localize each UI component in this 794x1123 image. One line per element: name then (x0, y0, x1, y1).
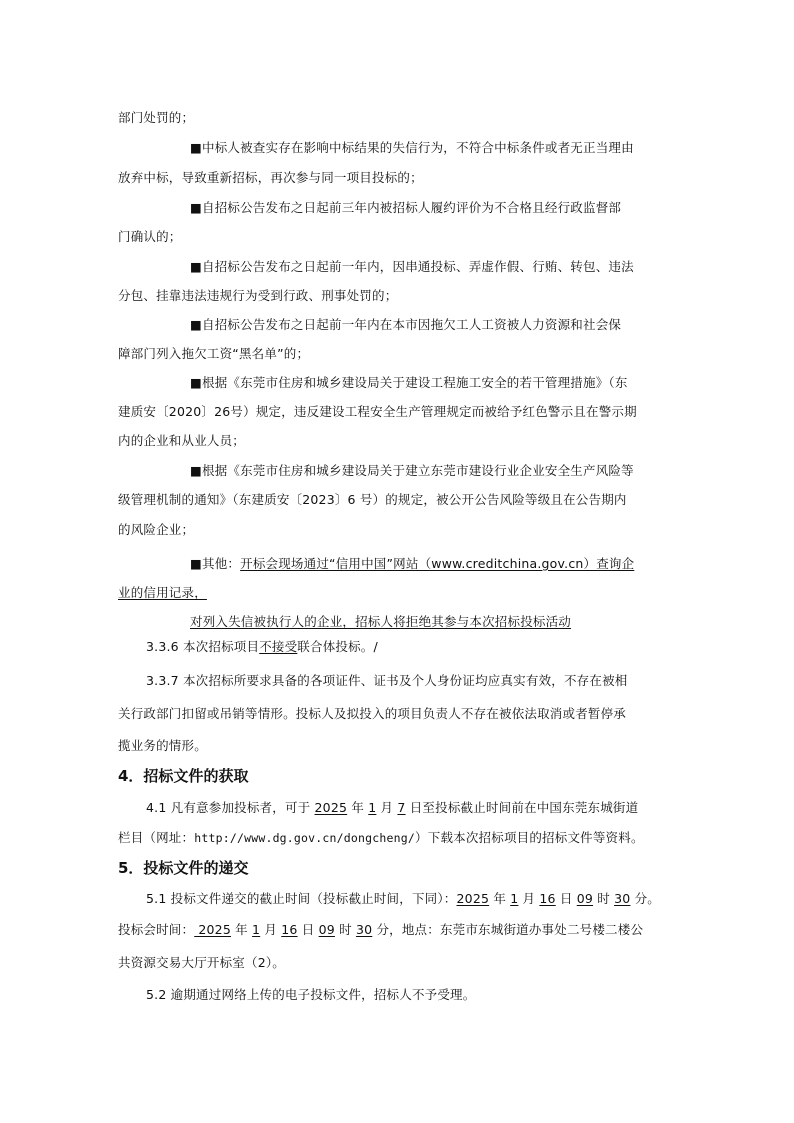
paragraph-line: 内的企业和从业人员； (118, 433, 246, 448)
paragraph-line: ■自招标公告发布之日起前一年内在本市因拖欠工人工资被人力资源和社会保 (190, 317, 622, 332)
paragraph-line: 3.3.6 本次招标项目不接受联合体投标。/ (146, 639, 378, 654)
paragraph-line: ■根据《东莞市住房和城乡建设局关于建立东莞市建设行业企业安全生产风险等 (190, 463, 634, 478)
paragraph-line: 障部门列入拖欠工资“黑名单”的； (118, 346, 310, 361)
paragraph-line: 揽业务的情形。 (118, 738, 207, 753)
paragraph-line: 共资源交易大厅开标室（2）。 (118, 955, 286, 970)
paragraph-line: ■根据《东莞市住房和城乡建设局关于建设工程施工安全的若干管理措施》（东 (190, 375, 628, 390)
paragraph-line: 分包、挂靠违法违规行为受到行政、刑事处罚的； (118, 288, 398, 303)
paragraph-line: 的风险企业； (118, 522, 195, 537)
paragraph-line: ■中标人被查实存在影响中标结果的失信行为，不符合中标条件或者无正当理由 (190, 140, 634, 155)
section-heading: 5．投标文件的递交 (118, 859, 249, 877)
paragraph-line: 5.2 逾期通过网络上传的电子投标文件，招标人不予受理。 (146, 987, 476, 1002)
paragraph-line: 业的信用记录， (118, 585, 207, 600)
paragraph-line: 5.1 投标文件递交的截止时间（投标截止时间，下同）：2025 年 1 月 16 日 09 时 30 分。 (146, 891, 660, 906)
paragraph-line (190, 556, 634, 572)
paragraph-line: 3.3.7 本次招标所要求具备的各项证件、证书及个人身份证均应真实有效，不存在被相 (146, 673, 628, 688)
paragraph-line: 部门处罚的； (118, 110, 195, 125)
paragraph-line: ■自招标公告发布之日起前一年内，因串通投标、弄虚作假、行贿、转包、违法 (190, 259, 634, 274)
other-text: 开标会现场通过“信用中国”网站（www.creditchina.gov.cn）查询企 (240, 556, 635, 571)
paragraph-line: 4.1 凡有意参加投标者，可于 2025 年 1 月 7 日至投标截止时间前在中国东莞东城街道 (146, 800, 639, 815)
section-heading: 4．招标文件的获取 (118, 767, 249, 785)
paragraph-line: 放弃中标，导致重新招标，再次参与同一项目投标的； (118, 170, 423, 185)
other-label: ■其他： (190, 556, 241, 571)
paragraph-line: 门确认的； (118, 229, 182, 244)
paragraph-line: 对列入失信被执行人的企业，招标人将拒绝其参与本次招标投标活动 (190, 614, 572, 629)
paragraph-line: 投标会时间： 2025 年 1 月 16 日 09 时 30 分，地点：东莞市东城街道办事处二号楼二楼公 (118, 922, 644, 937)
paragraph-line: 栏目（网址：http://www.dg.gov.cn/dongcheng/）下载本次招标项目的招标文件等资料。 (118, 830, 644, 845)
paragraph-line: 级管理机制的通知》（东建质安〔2023〕6 号）的规定，被公开公告风险等级且在公告期内 (118, 492, 627, 507)
paragraph-line: ■自招标公告发布之日起前三年内被招标人履约评价为不合格且经行政监督部 (190, 200, 622, 215)
paragraph-line: 关行政部门扣留或吊销等情形。投标人及拟投入的项目负责人不存在被依法取消或者暂停承 (118, 706, 627, 721)
paragraph-line: 建质安〔2020〕26号）规定，违反建设工程安全生产管理规定而被给予红色警示且在警示期 (118, 404, 637, 419)
